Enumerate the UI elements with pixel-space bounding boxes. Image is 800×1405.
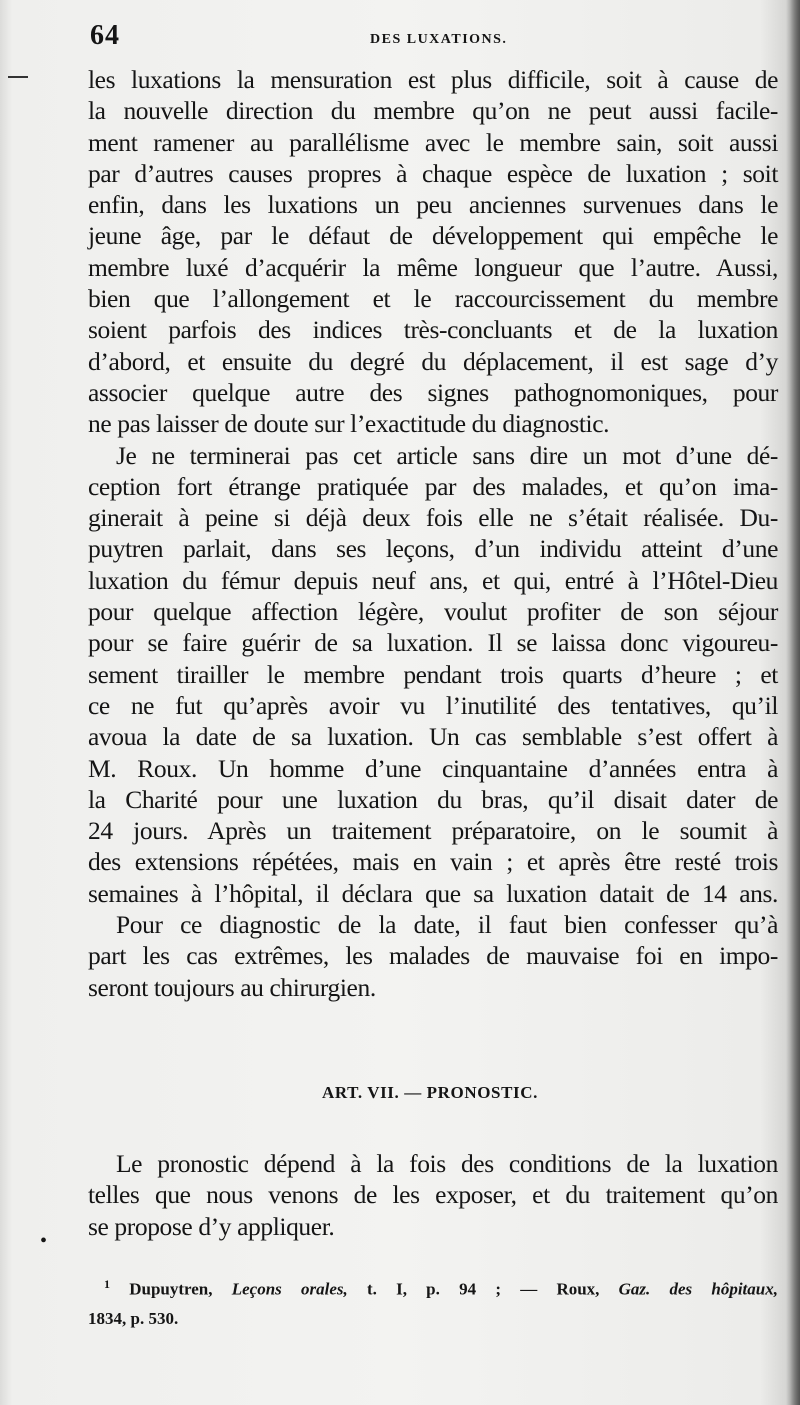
footnote-line-2: 1834, p. 530. [88, 1308, 179, 1328]
text-line: telles que nous venons de les exposer, et du traitement qu’on [88, 1180, 778, 1210]
text-line: semaines à l’hôpital, il déclara que sa luxation datait de 14 ans. [88, 878, 778, 908]
page-header [90, 20, 780, 54]
pronostic-paragraph [88, 1148, 778, 1242]
footnote-author-1: Dupuytren, [129, 1279, 213, 1299]
text-line: par d’autres causes propres à chaque espèce de luxation ; soit [88, 158, 778, 188]
text-line: ne pas laisser de doute sur l’exactitude du diagnostic. [88, 409, 610, 439]
footnote-marker: 1 [104, 1277, 110, 1291]
text-line: ception fort étrange pratiquée par des malades, et qu’on ima- [88, 471, 778, 501]
text-line: ment ramener au parallélisme avec le membre sain, soit aussi [88, 127, 778, 157]
main-text [88, 64, 778, 1003]
text-line: pour quelque affection légère, voulut profiter de son séjour [88, 597, 778, 627]
text-line: les luxations la mensuration est plus difficile, soit à cause de [88, 65, 778, 94]
footnote-work-1: Leçons orales, [231, 1279, 348, 1299]
text-line: Le pronostic dépend à la fois des conditions de la luxation [116, 1149, 778, 1178]
text-line: 24 jours. Après un traitement préparatoire, on le soumit à [88, 816, 778, 846]
margin-dash [8, 76, 28, 78]
text-line: membre luxé d’acquérir la même longueur que l’autre. Aussi, [88, 252, 778, 282]
text-line: avoua la date de sa luxation. Un cas semblable s’est offert à [88, 722, 778, 752]
text-line: bien que l’allongement et le raccourcissement du membre [88, 284, 778, 314]
footnote [88, 1270, 778, 1333]
text-line: puytren parlait, dans ses leçons, d’un individu atteint d’une [88, 534, 778, 564]
footnote-author-2: Roux, [556, 1279, 600, 1299]
text-line: Je ne terminerai pas cet article sans dire un mot d’une dé- [116, 440, 778, 470]
footnote-work-2: Gaz. des hôpitaux, [618, 1279, 778, 1299]
text-line: se propose d’y appliquer. [88, 1211, 335, 1241]
text-line: d’abord, et ensuite du degré du déplacement, il est sage d’y [88, 346, 778, 376]
text-line: sement tirailler le membre pendant trois quarts d’heure ; et [88, 659, 778, 689]
text-line: enfin, dans les luxations un peu anciennes survenues dans le [88, 190, 778, 220]
text-line: associer quelque autre des signes pathognomoniques, pour [88, 377, 778, 407]
text-line: soient parfois des indices très-concluants et de la luxation [88, 315, 778, 345]
text-line: part les cas extrêmes, les malades de mauvaise foi en impo- [88, 941, 778, 971]
text-line: des extensions répétées, mais en vain ; et après être resté trois [88, 847, 778, 877]
text-line: seront toujours au chirurgien. [88, 972, 376, 1002]
footnote-ref-1: t. I, p. 94 ; — [366, 1279, 538, 1299]
text-line: luxation du fémur depuis neuf ans, et qui, entré à l’Hôtel-Dieu [88, 565, 778, 595]
text-line: la nouvelle direction du membre qu’on ne peut aussi facile- [88, 96, 778, 126]
text-line: pour se faire guérir de sa luxation. Il se laissa donc vigoureu- [88, 628, 778, 658]
text-line: ginerait à peine si déjà deux fois elle ne s’était réalisée. Du- [88, 503, 778, 533]
section-heading: ART. VII. — PRONOSTIC. [321, 1083, 538, 1102]
text-line: la Charité pour une luxation du bras, qu’il disait dater de [88, 784, 778, 814]
text-line: jeune âge, par le défaut de développement qui empêche le [88, 221, 778, 251]
page-edge-shadow [786, 0, 800, 1405]
running-head: DES LUXATIONS. [370, 32, 508, 47]
margin-dot: • [40, 1230, 48, 1252]
text-line: Pour ce diagnostic de la date, il faut bien confesser qu’à [116, 910, 778, 940]
footnote-line-1 [88, 1270, 778, 1304]
text-line: ce ne fut qu’après avoir vu l’inutilité des tentatives, qu’il [88, 690, 778, 720]
page-number: 64 [90, 20, 120, 51]
text-line: M. Roux. Un homme d’une cinquantaine d’années entra à [88, 753, 778, 783]
